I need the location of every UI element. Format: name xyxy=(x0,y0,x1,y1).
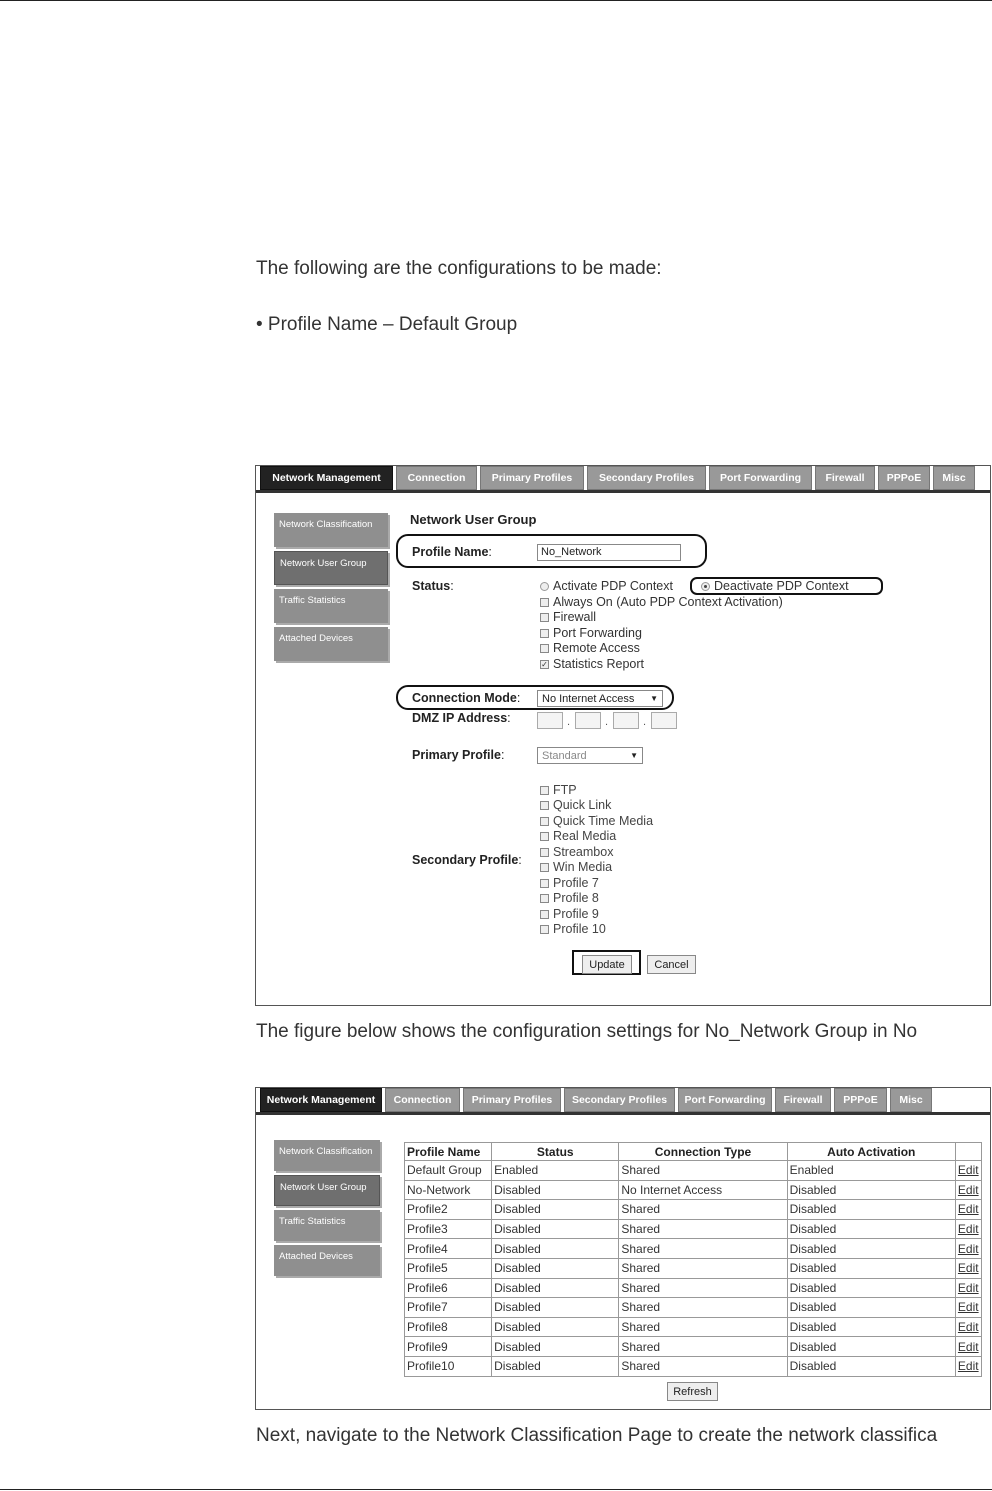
cell-edit xyxy=(955,1356,981,1376)
cell-edit xyxy=(955,1200,981,1220)
table-row xyxy=(405,1239,982,1259)
checkbox-always-on[interactable] xyxy=(540,595,783,609)
radio-activate-label: Activate PDP Context xyxy=(553,579,673,593)
cancel-button[interactable]: Cancel xyxy=(647,955,696,974)
table-row xyxy=(405,1317,982,1337)
cell-status: Disabled xyxy=(492,1180,619,1200)
connection-mode-value: No Internet Access xyxy=(542,692,635,705)
sidebar-item-attached-devices[interactable]: Attached Devices xyxy=(274,1245,380,1276)
col-header-auto-activation: Auto Activation xyxy=(787,1143,955,1161)
secondary-profile-label-text: Secondary Profile xyxy=(412,853,519,867)
status-label: Status: xyxy=(412,579,454,593)
checkbox-port-forwarding[interactable] xyxy=(540,626,642,640)
edit-link[interactable]: Edit xyxy=(957,1163,979,1178)
dropdown-caret-icon: ▼ xyxy=(650,694,658,703)
cell-profile-name: Profile3 xyxy=(405,1219,492,1239)
secondary-real-media-label: Real Media xyxy=(553,829,617,843)
connection-mode-label: Connection Mode: xyxy=(412,691,521,705)
checkbox-icon xyxy=(540,832,549,841)
ip-separator: . xyxy=(643,716,647,728)
cell-edit xyxy=(955,1180,981,1200)
checkbox-icon xyxy=(540,879,549,888)
cell-profile-name: Profile9 xyxy=(405,1337,492,1357)
cell-connection-type: Shared xyxy=(619,1161,787,1181)
profiles-table xyxy=(404,1142,982,1377)
cell-profile-name: Profile7 xyxy=(405,1298,492,1318)
cell-profile-name: Profile2 xyxy=(405,1200,492,1220)
side-navigation xyxy=(274,1140,380,1280)
cell-status: Disabled xyxy=(492,1317,619,1337)
cell-status: Disabled xyxy=(492,1298,619,1318)
cell-connection-type: Shared xyxy=(619,1337,787,1357)
sidebar-item-network-classification[interactable]: Network Classification xyxy=(274,1140,380,1171)
cell-status: Disabled xyxy=(492,1337,619,1357)
edit-link[interactable]: Edit xyxy=(957,1261,979,1276)
checkbox-secondary-profile-7[interactable] xyxy=(540,876,599,890)
dmz-ip-label-text: DMZ IP Address xyxy=(412,711,508,725)
table-row xyxy=(405,1356,982,1376)
cell-profile-name: Profile10 xyxy=(405,1356,492,1376)
dropdown-caret-icon: ▼ xyxy=(630,751,638,760)
cell-connection-type: Shared xyxy=(619,1200,787,1220)
checkbox-port-forwarding-label: Port Forwarding xyxy=(553,626,642,640)
ip-separator: . xyxy=(567,716,571,728)
checkbox-secondary-quick-link[interactable] xyxy=(540,798,611,812)
tab-firewall[interactable]: Firewall xyxy=(775,1088,831,1112)
table-row xyxy=(405,1258,982,1278)
cell-status: Disabled xyxy=(492,1219,619,1239)
edit-link[interactable]: Edit xyxy=(957,1359,979,1374)
cell-auto-activation: Disabled xyxy=(787,1317,955,1337)
profile-name-field[interactable]: No_Network xyxy=(537,544,681,561)
tab-bar xyxy=(256,466,990,493)
sidebar-item-network-classification[interactable]: Network Classification xyxy=(274,513,388,547)
edit-link[interactable]: Edit xyxy=(957,1280,979,1295)
bullet-profile-name: • Profile Name – Default Group xyxy=(256,314,518,335)
cell-status: Disabled xyxy=(492,1200,619,1220)
edit-link[interactable]: Edit xyxy=(957,1222,979,1237)
checkbox-icon xyxy=(540,863,549,872)
cell-auto-activation: Disabled xyxy=(787,1278,955,1298)
checkbox-secondary-profile-8[interactable] xyxy=(540,891,599,905)
checkbox-secondary-win-media[interactable] xyxy=(540,860,612,874)
checkbox-icon xyxy=(540,613,549,622)
form-title: Network User Group xyxy=(410,512,537,527)
secondary-quick-time-label: Quick Time Media xyxy=(553,814,654,828)
side-navigation xyxy=(274,513,388,665)
checkbox-icon xyxy=(540,817,549,826)
checkbox-statistics-report-label: Statistics Report xyxy=(553,657,645,671)
checkbox-icon xyxy=(540,894,549,903)
checkbox-icon xyxy=(540,644,549,653)
cell-connection-type: Shared xyxy=(619,1258,787,1278)
tab-pppoe[interactable]: PPPoE xyxy=(834,1088,887,1112)
connection-mode-select[interactable] xyxy=(537,690,663,707)
tab-secondary-profiles[interactable]: Secondary Profiles xyxy=(564,1088,675,1112)
edit-link[interactable]: Edit xyxy=(957,1320,979,1335)
status-label-text: Status xyxy=(412,579,451,593)
cell-status: Disabled xyxy=(492,1258,619,1278)
cell-auto-activation: Disabled xyxy=(787,1219,955,1239)
secondary-profile-label: Secondary Profile: xyxy=(412,853,522,867)
table-body xyxy=(405,1161,982,1377)
table-row xyxy=(405,1200,982,1220)
checkbox-secondary-profile-9[interactable] xyxy=(540,907,599,921)
table-header-row xyxy=(405,1143,982,1161)
tab-port-forwarding[interactable]: Port Forwarding xyxy=(678,1088,772,1112)
refresh-button[interactable]: Refresh xyxy=(667,1382,718,1401)
tab-firewall[interactable]: Firewall xyxy=(815,466,875,490)
tab-primary-profiles[interactable]: Primary Profiles xyxy=(463,1088,561,1112)
cell-connection-type: Shared xyxy=(619,1239,787,1259)
table-row xyxy=(405,1219,982,1239)
checkbox-secondary-streambox[interactable] xyxy=(540,845,613,859)
tab-pppoe[interactable]: PPPoE xyxy=(878,466,930,490)
table-row xyxy=(405,1278,982,1298)
cell-profile-name: Default Group xyxy=(405,1161,492,1181)
cell-status: Disabled xyxy=(492,1239,619,1259)
cell-edit xyxy=(955,1239,981,1259)
cell-profile-name: Profile6 xyxy=(405,1278,492,1298)
tab-secondary-profiles[interactable]: Secondary Profiles xyxy=(587,466,706,490)
cell-profile-name: Profile4 xyxy=(405,1239,492,1259)
checkbox-icon xyxy=(540,910,549,919)
cell-edit xyxy=(955,1219,981,1239)
radio-deactivate-label: Deactivate PDP Context xyxy=(714,579,849,593)
cell-connection-type: Shared xyxy=(619,1356,787,1376)
edit-link[interactable]: Edit xyxy=(957,1241,979,1256)
tab-misc[interactable]: Misc xyxy=(890,1088,932,1112)
checkbox-remote-access-label: Remote Access xyxy=(553,641,640,655)
top-rule xyxy=(0,0,992,1)
connection-mode-label-text: Connection Mode xyxy=(412,691,517,705)
dmz-ip-octet-3[interactable] xyxy=(613,712,639,729)
col-header-status: Status xyxy=(492,1143,619,1161)
tab-connection[interactable]: Connection xyxy=(385,1088,460,1112)
secondary-quick-link-label: Quick Link xyxy=(553,798,612,812)
secondary-profile-8-label: Profile 8 xyxy=(553,891,599,905)
secondary-profile-9-label: Profile 9 xyxy=(553,907,599,921)
network-user-group-form-screenshot xyxy=(255,465,991,1006)
edit-link[interactable]: Edit xyxy=(957,1339,979,1354)
bottom-rule xyxy=(0,1489,992,1490)
primary-profile-select[interactable] xyxy=(537,747,643,764)
secondary-win-media-label: Win Media xyxy=(553,860,613,874)
network-user-group-table-screenshot xyxy=(255,1087,991,1410)
radio-activate-pdp[interactable] xyxy=(540,579,673,593)
table-row xyxy=(405,1161,982,1181)
checkbox-icon xyxy=(540,598,549,607)
tab-primary-profiles[interactable]: Primary Profiles xyxy=(480,466,584,490)
checkbox-firewall[interactable] xyxy=(540,610,596,624)
cell-auto-activation: Disabled xyxy=(787,1356,955,1376)
tab-port-forwarding[interactable]: Port Forwarding xyxy=(709,466,812,490)
tab-network-management[interactable]: Network Management xyxy=(260,1088,382,1112)
cell-edit xyxy=(955,1317,981,1337)
profile-name-label: Profile Name: xyxy=(412,545,492,559)
cell-edit xyxy=(955,1258,981,1278)
table-row xyxy=(405,1180,982,1200)
checkbox-secondary-ftp[interactable] xyxy=(540,783,577,797)
checkbox-icon xyxy=(540,848,549,857)
checkbox-firewall-label: Firewall xyxy=(553,610,597,624)
ip-separator: . xyxy=(605,716,609,728)
cell-edit xyxy=(955,1337,981,1357)
table-row xyxy=(405,1337,982,1357)
edit-link[interactable]: Edit xyxy=(957,1182,979,1197)
primary-profile-label-text: Primary Profile xyxy=(412,748,501,762)
sidebar-item-network-user-group[interactable]: Network User Group xyxy=(274,1175,380,1206)
secondary-profile-10-label: Profile 10 xyxy=(553,922,606,936)
dmz-ip-label: DMZ IP Address: xyxy=(412,711,511,725)
tab-bar xyxy=(256,1088,990,1115)
checkbox-statistics-report[interactable] xyxy=(540,657,644,671)
cell-edit xyxy=(955,1161,981,1181)
checkbox-remote-access[interactable] xyxy=(540,641,640,655)
cell-status: Enabled xyxy=(492,1161,619,1181)
cell-auto-activation: Disabled xyxy=(787,1337,955,1357)
secondary-profile-7-label: Profile 7 xyxy=(553,876,599,890)
sidebar-item-network-user-group[interactable]: Network User Group xyxy=(274,551,388,585)
edit-link[interactable]: Edit xyxy=(957,1300,979,1315)
radio-deactivate-pdp[interactable] xyxy=(701,579,849,593)
cell-auto-activation: Disabled xyxy=(787,1298,955,1318)
cell-auto-activation: Disabled xyxy=(787,1200,955,1220)
sidebar-item-traffic-statistics[interactable]: Traffic Statistics xyxy=(274,1210,380,1241)
dmz-ip-octet-2[interactable] xyxy=(575,712,601,729)
cell-connection-type: Shared xyxy=(619,1219,787,1239)
checkbox-secondary-quick-time[interactable] xyxy=(540,814,653,828)
checkbox-secondary-profile-10[interactable] xyxy=(540,922,606,936)
cell-profile-name: Profile8 xyxy=(405,1317,492,1337)
radio-off-icon xyxy=(540,582,549,591)
col-header-profile-name: Profile Name xyxy=(405,1143,492,1161)
tab-connection[interactable]: Connection xyxy=(396,466,477,490)
secondary-streambox-label: Streambox xyxy=(553,845,614,859)
cell-auto-activation: Disabled xyxy=(787,1258,955,1278)
col-header-connection-type: Connection Type xyxy=(619,1143,787,1161)
cell-edit xyxy=(955,1298,981,1318)
update-button[interactable]: Update xyxy=(582,955,632,974)
checkbox-always-on-label: Always On (Auto PDP Context Activation) xyxy=(553,595,783,609)
checkbox-icon xyxy=(540,801,549,810)
dmz-ip-octet-1[interactable] xyxy=(537,712,563,729)
cell-edit xyxy=(955,1278,981,1298)
primary-profile-value: Standard xyxy=(542,749,587,762)
profile-name-label-text: Profile Name xyxy=(412,545,489,559)
cell-status: Disabled xyxy=(492,1278,619,1298)
col-header-actions xyxy=(955,1143,981,1161)
cell-status: Disabled xyxy=(492,1356,619,1376)
cell-connection-type: Shared xyxy=(619,1317,787,1337)
checkbox-icon xyxy=(540,786,549,795)
cell-profile-name: No-Network xyxy=(405,1180,492,1200)
intro-text: The following are the configurations to be made: xyxy=(256,258,662,279)
cell-connection-type: No Internet Access xyxy=(619,1180,787,1200)
cell-profile-name: Profile5 xyxy=(405,1258,492,1278)
caption-next-step: Next, navigate to the Network Classification Page to create the network classifica xyxy=(256,1425,938,1446)
checkbox-icon xyxy=(540,925,549,934)
radio-on-icon xyxy=(701,582,710,591)
checkbox-secondary-real-media[interactable] xyxy=(540,829,616,843)
secondary-ftp-label: FTP xyxy=(553,783,577,797)
cell-auto-activation: Enabled xyxy=(787,1161,955,1181)
cell-auto-activation: Disabled xyxy=(787,1180,955,1200)
tab-network-management[interactable]: Network Management xyxy=(260,466,393,490)
cell-connection-type: Shared xyxy=(619,1298,787,1318)
table-row xyxy=(405,1298,982,1318)
dmz-ip-octet-4[interactable] xyxy=(651,712,677,729)
checkbox-checked-icon: ✓ xyxy=(541,659,548,669)
caption-figure: The figure below shows the configuration settings for No_Network Group in No xyxy=(256,1021,918,1042)
cell-connection-type: Shared xyxy=(619,1278,787,1298)
cell-auto-activation: Disabled xyxy=(787,1239,955,1259)
primary-profile-label: Primary Profile: xyxy=(412,748,505,762)
checkbox-icon xyxy=(540,629,549,638)
tab-misc[interactable]: Misc xyxy=(933,466,975,490)
edit-link[interactable]: Edit xyxy=(957,1202,979,1217)
sidebar-item-attached-devices[interactable]: Attached Devices xyxy=(274,627,388,661)
sidebar-item-traffic-statistics[interactable]: Traffic Statistics xyxy=(274,589,388,623)
